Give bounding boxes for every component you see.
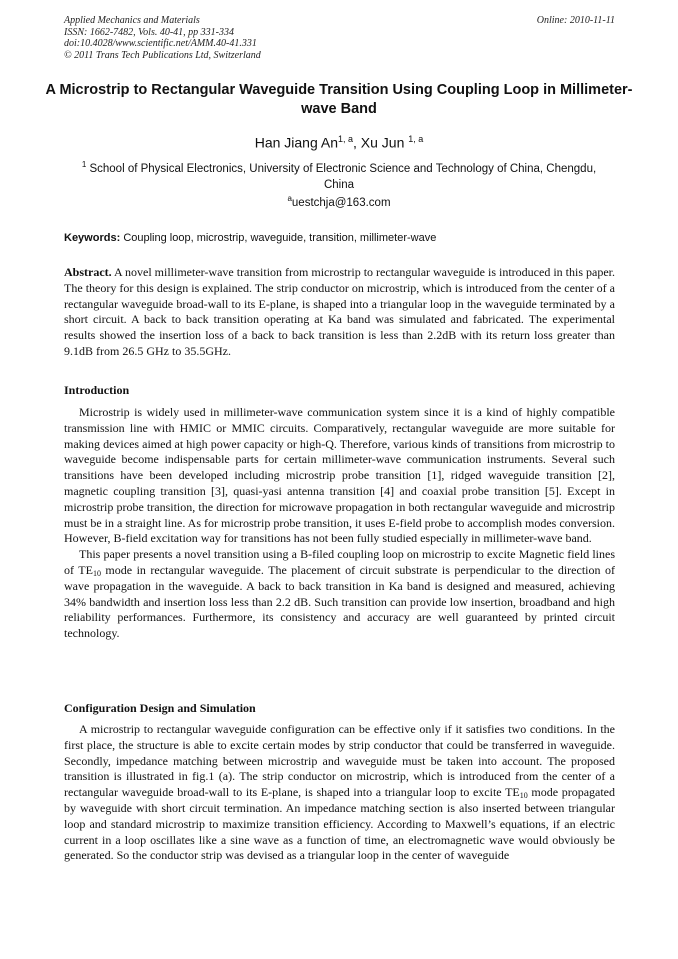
mode-subscript: 10 (519, 791, 528, 801)
paragraph-text: This paper presents a novel transition using a B-filed coupling loop on microstrip to excite Magnetic field lines of TE (64, 547, 615, 577)
paragraph-text: mode in rectangular waveguide. The placement of circuit substrate is perpendicular to the direction of wave propagation in the waveguide. A back to back transition in Ka band is designed and measured, achieving 34% bandwidth and insertion loss less than 2.2 dB. Such transition can provide low insertion, broadband and high reliability performances. Furthermore, its consistency and accuracy are well guaranteed by printed circuit technology. (64, 562, 615, 641)
abstract-paragraph (64, 265, 615, 360)
paper-title: A Microstrip to Rectangular Waveguide Transition Using Coupling Loop in Millimeter-wave Band (45, 82, 633, 117)
author-separator: , (353, 134, 361, 151)
abstract-label: Abstract. (64, 265, 112, 279)
paragraph (64, 722, 615, 864)
author-list (40, 130, 638, 152)
mode-subscript: 10 (92, 568, 101, 578)
page-header (64, 15, 615, 61)
configuration-body (64, 722, 615, 864)
keywords-label: Keywords: (64, 232, 121, 244)
doi: doi:10.4028/www.scientific.net/AMM.40-41.331 (64, 38, 257, 49)
affiliation-text: School of Physical Electronics, University of Electronic Science and Technology of China, Chengdu, China (89, 162, 597, 191)
keywords (64, 231, 615, 246)
author-name: Xu Jun (360, 134, 405, 151)
section-heading-introduction: Introduction (64, 383, 130, 397)
paragraph-text: A microstrip to rectangular waveguide configuration can be effective only if it satisfies two conditions. In the first place, the structure is able to excite certain modes by strip conductor that could be transferred in waveguide. Secondly, impedance matching between microstrip and waveguide must be taken into account. The proposed transition is illustrated in fig.1 (a). The strip conductor on microstrip, which is introduced from the center of a rectangular waveguide broad-wall to its E-plane, is shaped into a triangular loop to excite TE (64, 722, 615, 800)
author-email (40, 191, 638, 211)
author-affiliation-mark: 1, a (338, 134, 354, 144)
abstract-text: A novel millimeter-wave transition from microstrip to rectangular waveguide is introduced in this paper. The theory for this design is explained. The strip conductor on microstrip, which is introduced from the center of a rectangular waveguide broad-wall to its E-plane, is shaped into a triangular loop in the waveguide terminated by a short circuit. A back to back transition operating at Ka band was simulated and fabricated. The experimental results showed the insertion loss of a back to back transition is less than 2.2dB with its return loss greater than 9.1dB from 26.5 GHz to 35.5GHz. (64, 265, 615, 358)
journal-name: Applied Mechanics and Materials (64, 15, 200, 26)
author-name: Han Jiang An (254, 134, 338, 151)
introduction-body (64, 405, 615, 642)
issn: ISSN: 1662-7482, Vols. 40-41, pp 331-334 (64, 26, 234, 38)
online-date: Online: 2010-11-11 (536, 15, 615, 26)
affiliation-mark: 1 (81, 160, 87, 169)
paragraph-text: mode propagated by waveguide with short circuit termination. An impedance matching section is also inserted between triangular loop and standard microstrip to maximize transition efficiency. According to Maxwell’s equations, if an electric current in a loop oscillates like a sine wave as a function of time, an electromagnetic wave would obviously be generated. So the conductor strip was devised as a triangular loop in the center of waveguide (64, 785, 616, 863)
paragraph: Microstrip is widely used in millimeter-wave communication system since it is a kind of highly compatible transmission line with HMIC or MMIC circuits. Comparatively, rectangular waveguide are more suitable for making devices aimed at high power capacity or high-Q. Therefore, various kinds of transitions from microstrip to waveguide become indispensable parts for certain millimeter-wave communication instruments. Several such transitions have been developed including microstrip probe transition [1], ridged waveguide transition [2], magnetic coupling transition [3], quasi-yasi antenna transition [4] and coaxial probe transition [5]. Except in microstrip probe transition, the direction for microwave propagation in both rectangular waveguide and microstrip must be in a straight line. As for microstrip probe transition, it uses E-field probe to accomplish modes conversion. However, B-field excitation way for transitions has not been fully studied especially in millimeter-wave band. (64, 405, 615, 546)
copyright: © 2011 Trans Tech Publications Ltd, Switzerland (64, 49, 261, 61)
email-address: uestchja@163.com (291, 196, 391, 209)
paragraph (64, 547, 615, 642)
author-affiliation-mark: 1, a (408, 134, 424, 144)
section-heading-configuration: Configuration Design and Simulation (64, 701, 256, 715)
email-mark: a (287, 194, 292, 203)
keywords-text: Coupling loop, microstrip, waveguide, transition, millimeter-wave (123, 232, 437, 244)
abstract (64, 265, 615, 360)
affiliation (80, 157, 598, 193)
